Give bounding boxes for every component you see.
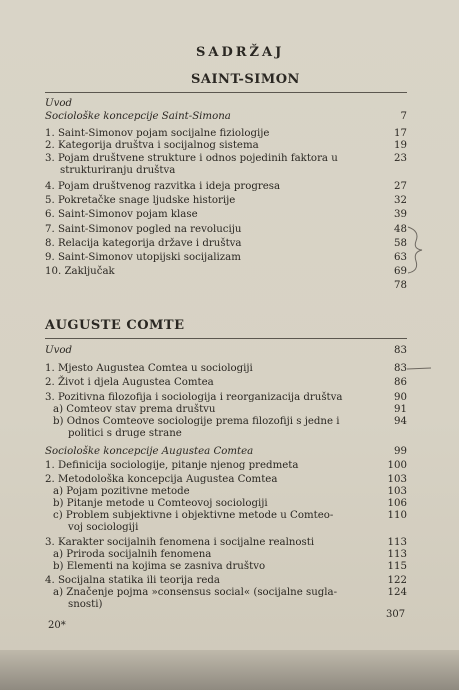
- toc-entry-label: 2. Život i djela Augustea Comtea: [45, 377, 214, 388]
- toc-entry-page: 86: [394, 377, 407, 388]
- toc-entry-label: a) Priroda socijalnih fenomena: [53, 549, 212, 560]
- toc-entry-page: 23: [394, 153, 407, 164]
- page-edge-shadow: [0, 650, 459, 690]
- toc-entry-label: 1. Mjesto Augustea Comtea u sociologiji: [45, 363, 253, 374]
- toc-entry-page: 91: [394, 404, 407, 415]
- pencil-dash-mark: [405, 362, 435, 376]
- section-divider: [45, 338, 407, 339]
- toc-entry: [45, 377, 407, 391]
- toc-entry-label: c) Problem subjektivne i objektivne metode u Comteo-: [53, 510, 334, 521]
- toc-entry-label: b) Pitanje metode u Comteovoj sociologiji: [53, 498, 268, 509]
- toc-entry: [45, 446, 407, 460]
- page-number: 307: [386, 609, 406, 620]
- toc-entry-page: 90: [394, 392, 407, 403]
- toc-entry-page: 103: [387, 474, 407, 485]
- section-title-auguste-comte: AUGUSTE COMTE: [45, 318, 185, 333]
- toc-entry-continuation: voj sociologiji: [68, 522, 139, 533]
- toc-entry-label: Uvod: [45, 98, 72, 109]
- toc-entry: [45, 345, 407, 359]
- toc-entry-label: 4. Pojam društvenog razvitka i ideja progresa: [45, 181, 281, 192]
- toc-entry-page: 113: [387, 537, 407, 548]
- toc-entry-label: b) Odnos Comteove sociologije prema filozofiji s jedne i: [53, 416, 340, 427]
- toc-entry: [45, 561, 407, 575]
- toc-entry-label: 2. Kategorija društva i socijalnog sistema: [45, 140, 259, 151]
- toc-entry: [45, 224, 407, 238]
- toc-entry-label: a) Značenje pojma »consensus social« (socijalne sugla-: [53, 587, 338, 598]
- toc-entry-page: 110: [387, 510, 407, 521]
- toc-entry-label: 9. Saint-Simonov utopijski socijalizam: [45, 252, 241, 263]
- toc-entry: [45, 280, 407, 294]
- toc-heading: SADRŽAJ: [196, 45, 285, 60]
- toc-entry-page: 32: [394, 195, 407, 206]
- toc-entry: [45, 181, 407, 195]
- toc-entry: [45, 140, 407, 154]
- toc-entry-page: 7: [400, 111, 407, 122]
- toc-entry-page: 122: [387, 575, 407, 586]
- section-divider: [45, 92, 407, 93]
- toc-entry-page: 94: [394, 416, 407, 427]
- toc-entry-continuation: politici s druge strane: [68, 428, 182, 439]
- toc-entry-label: 6. Saint-Simonov pojam klase: [45, 209, 198, 220]
- toc-entry-continuation: strukturiranju društva: [60, 165, 176, 176]
- toc-entry: [45, 209, 407, 223]
- toc-entry-page: 113: [387, 549, 407, 560]
- toc-entry-page: 69: [394, 266, 407, 277]
- signature-mark: 20*: [48, 620, 66, 631]
- toc-entry-page: 83: [394, 345, 407, 356]
- toc-entry: [45, 238, 407, 252]
- toc-entry-label: 3. Pojam društvene strukture i odnos pojedinih faktora u: [45, 153, 338, 164]
- toc-entry-page: 58: [394, 238, 407, 249]
- toc-entry-label: Sociološke koncepcije Augustea Comtea: [45, 446, 254, 457]
- toc-entry-label: a) Pojam pozitivne metode: [53, 486, 190, 497]
- toc-entry-page: 17: [394, 128, 407, 139]
- toc-entry-page: 115: [387, 561, 407, 572]
- toc-entry-label: 1. Definicija sociologije, pitanje njenog predmeta: [45, 460, 299, 471]
- toc-entry-label: 2. Metodološka koncepcija Augustea Comtea: [45, 474, 278, 485]
- toc-entry: [45, 195, 407, 209]
- toc-entry-label: 1. Saint-Simonov pojam socijalne fiziologije: [45, 128, 270, 139]
- toc-entry-page: 63: [394, 252, 407, 263]
- toc-entry-page: 99: [394, 446, 407, 457]
- toc-entry-label: a) Comteov stav prema društvu: [53, 404, 216, 415]
- toc-entry-page: 83: [394, 363, 407, 374]
- toc-entry-label: 5. Pokretačke snage ljudske historije: [45, 195, 236, 206]
- toc-entry-label: b) Elementi na kojima se zasniva društvo: [53, 561, 266, 572]
- toc-entry: [45, 266, 407, 280]
- pencil-bracket-mark: [404, 225, 434, 275]
- toc-entry-page: 48: [394, 224, 407, 235]
- toc-entry: [45, 98, 407, 112]
- toc-entry-continuation: snosti): [68, 599, 103, 610]
- toc-entry-page: 100: [387, 460, 407, 471]
- toc-entry: [45, 111, 407, 125]
- toc-entry-page: 124: [387, 587, 407, 598]
- toc-entry-page: 39: [394, 209, 407, 220]
- toc-entry-page: 103: [387, 486, 407, 497]
- toc-entry-page: 78: [394, 280, 407, 291]
- toc-entry-label: Sociološke koncepcije Saint-Simona: [45, 111, 231, 122]
- toc-entry-page: 19: [394, 140, 407, 151]
- toc-entry: [45, 460, 407, 474]
- toc-entry-label: 3. Pozitivna filozofija i sociologija i reorganizacija društva: [45, 392, 343, 403]
- toc-entry-page: 106: [387, 498, 407, 509]
- toc-entry-label: 8. Relacija kategorija države i društva: [45, 238, 242, 249]
- toc-entry-label: 7. Saint-Simonov pogled na revoluciju: [45, 224, 242, 235]
- toc-entry: [45, 252, 407, 266]
- toc-entry-label: Uvod: [45, 345, 72, 356]
- section-title-saint-simon: SAINT-SIMON: [191, 72, 300, 87]
- toc-entry-label: 3. Karakter socijalnih fenomena i socijalne realnosti: [45, 537, 315, 548]
- toc-entry-label: 4. Socijalna statika ili teorija reda: [45, 575, 220, 586]
- toc-entry-label: 10. Zaključak: [45, 266, 115, 277]
- toc-entry: [45, 363, 407, 377]
- toc-entry-page: 27: [394, 181, 407, 192]
